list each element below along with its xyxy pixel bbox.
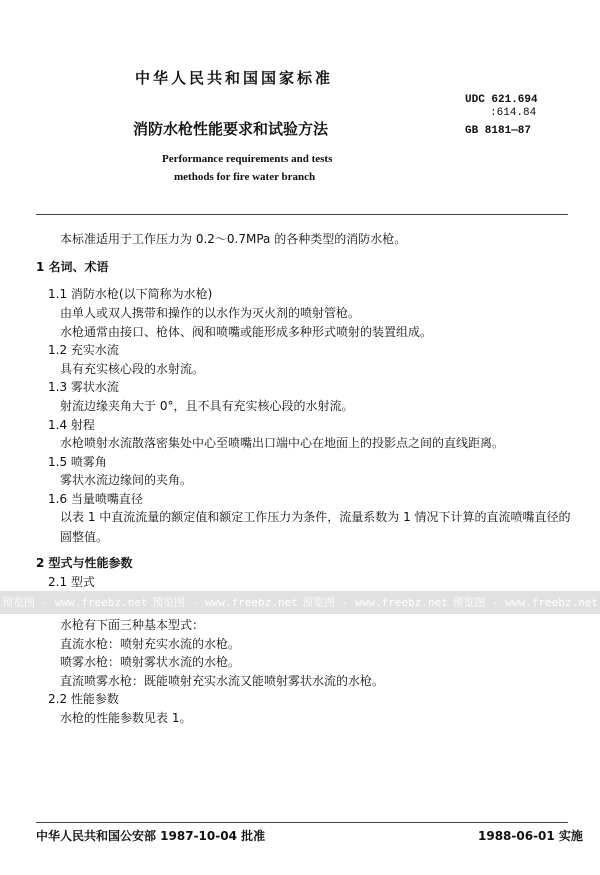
paragraph: 以表 1 中直流流量的额定值和额定工作压力为条件，流量系数为 1 情况下计算的直流喷嘴直径的 (60, 510, 571, 524)
clause-title: 2.2 性能参数 (48, 692, 119, 706)
paragraph: 水枪的性能参数见表 1。 (60, 711, 192, 725)
clause-title: 1.4 射程 (48, 418, 95, 432)
header-divider (36, 214, 568, 215)
udc-code-2: :614.84 (490, 107, 537, 119)
clause-title: 2.1 型式 (48, 575, 95, 589)
document-title: 消防水枪性能要求和试验方法 (133, 120, 329, 138)
paragraph: 水枪喷射水流散落密集处中心至喷嘴出口端中心在地面上的投影点之间的直线距离。 (60, 436, 505, 450)
effective-date: 1988-06-01 实施 (478, 829, 583, 843)
scope-paragraph: 本标准适用于工作压力为 0.2～0.7MPa 的各种类型的消防水枪。 (60, 232, 407, 246)
paragraph: 由单人或双人携带和操作的以水作为灭火剂的喷射管枪。 (60, 306, 361, 320)
approval-note: 中华人民共和国公安部 1987-10-04 批准 (36, 829, 266, 843)
paragraph: 射流边缘夹角大于 0°，且不具有充实核心段的水射流。 (60, 399, 354, 413)
paragraph: 直流喷雾水枪：既能喷射充实水流又能喷射雾状水流的水枪。 (60, 674, 385, 688)
section-heading: 2 型式与性能参数 (36, 556, 133, 570)
watermark-text: 预览图 - www.freebz.net (152, 596, 298, 609)
paragraph: 直流水枪：喷射充实水流的水枪。 (60, 637, 241, 651)
section-heading: 1 名词、术语 (36, 260, 109, 274)
clause-title: 1.1 消防水枪(以下简称为水枪) (48, 287, 213, 301)
paragraph: 雾状水流边缘间的夹角。 (60, 473, 193, 487)
national-standard-heading: 中华人民共和国国家标准 (135, 69, 334, 87)
paragraph: 具有充实核心段的水射流。 (60, 362, 205, 376)
clause-title: 1.5 喷雾角 (48, 455, 107, 469)
gb-number: GB 8181—87 (465, 125, 532, 137)
footer-divider (36, 822, 568, 823)
watermark-band (0, 591, 600, 614)
watermark-text: 预览图 - www.freebz.net (302, 596, 448, 609)
paragraph: 喷雾水枪：喷射雾状水流的水枪。 (60, 655, 241, 669)
paragraph: 圆整值。 (60, 530, 109, 544)
clause-title: 1.2 充实水流 (48, 343, 119, 357)
paragraph: 水枪通常由接口、枪体、阀和喷嘴或能形成多种形式喷射的装置组成。 (60, 325, 433, 339)
watermark-text: 预览图 - www.freebz.net (452, 596, 598, 609)
english-title-1: Performance requirements and tests (162, 153, 333, 165)
english-title-2: methods for fire water branch (174, 171, 316, 183)
clause-title: 1.6 当量喷嘴直径 (48, 492, 143, 506)
udc-code: UDC 621.694 (465, 94, 538, 106)
clause-title: 1.3 雾状水流 (48, 380, 119, 394)
paragraph: 水枪有下面三种基本型式： (60, 618, 205, 632)
watermark-text: 预览图 - www.freebz.net (2, 596, 148, 609)
